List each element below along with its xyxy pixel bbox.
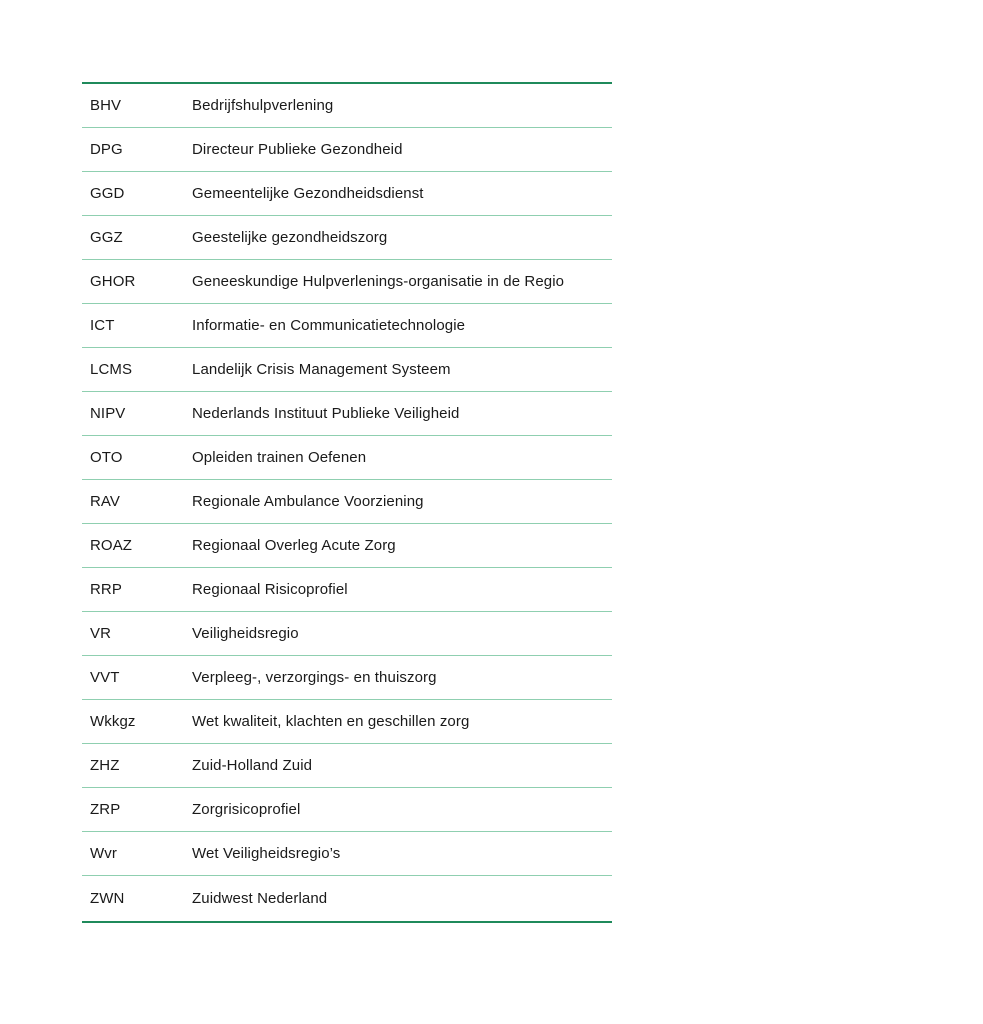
- table-row: [82, 568, 612, 612]
- abbreviation-meaning: Verpleeg-, verzorgings- en thuiszorg: [192, 669, 437, 686]
- abbreviation: ROAZ: [90, 537, 133, 554]
- abbreviation-meaning: Zuid-Holland Zuid: [192, 757, 313, 774]
- abbreviation-meaning: Geestelijke gezondheidszorg: [192, 229, 388, 246]
- table-row: [82, 172, 612, 216]
- table-row: [82, 656, 612, 700]
- table-row: [82, 876, 612, 921]
- abbreviation-meaning: Bedrijfshulpverlening: [192, 97, 334, 114]
- abbreviation: LCMS: [90, 361, 133, 378]
- abbreviation-meaning: Informatie- en Communicatietechnologie: [192, 317, 466, 334]
- abbreviation: VR: [90, 625, 112, 642]
- abbreviation: VVT: [90, 669, 120, 686]
- abbreviation-table: [82, 82, 612, 923]
- abbreviation-meaning: Geneeskundige Hulpverlenings-organisatie in de Regio: [192, 273, 565, 290]
- abbreviation: OTO: [90, 449, 123, 466]
- abbreviation: ZRP: [90, 801, 121, 818]
- abbreviation-meaning: Veiligheidsregio: [192, 625, 299, 642]
- table-row: [82, 436, 612, 480]
- abbreviation-meaning: Regionale Ambulance Voorziening: [192, 493, 424, 510]
- abbreviation-meaning: Regionaal Overleg Acute Zorg: [192, 537, 396, 554]
- table-row: [82, 216, 612, 260]
- abbreviation: ICT: [90, 317, 115, 334]
- abbreviation: Wkkgz: [90, 713, 136, 730]
- abbreviation: NIPV: [90, 405, 126, 422]
- abbreviation: RRP: [90, 581, 122, 598]
- table-row: [82, 348, 612, 392]
- abbreviation: GHOR: [90, 273, 136, 290]
- abbreviation: DPG: [90, 141, 123, 158]
- abbreviation-meaning: Opleiden trainen Oefenen: [192, 449, 367, 466]
- abbreviation: ZHZ: [90, 757, 120, 774]
- abbreviation-meaning: Landelijk Crisis Management Systeem: [192, 361, 451, 378]
- abbreviation: GGD: [90, 185, 125, 202]
- abbreviation: BHV: [90, 97, 122, 114]
- abbreviation-meaning: Zorgrisicoprofiel: [192, 801, 301, 818]
- table-row: [82, 304, 612, 348]
- table-row: [82, 700, 612, 744]
- abbreviation: RAV: [90, 493, 121, 510]
- table-row: [82, 128, 612, 172]
- abbreviation-meaning: Directeur Publieke Gezondheid: [192, 141, 403, 158]
- abbreviation-meaning: Wet kwaliteit, klachten en geschillen zorg: [192, 713, 470, 730]
- abbreviation: ZWN: [90, 890, 125, 907]
- table-row: [82, 744, 612, 788]
- table-row: [82, 832, 612, 876]
- abbreviation: Wvr: [90, 845, 117, 862]
- table-row: [82, 524, 612, 568]
- abbreviation-meaning: Regionaal Risicoprofiel: [192, 581, 348, 598]
- table-row: [82, 260, 612, 304]
- table-row: [82, 480, 612, 524]
- table-row: [82, 84, 612, 128]
- table-row: [82, 612, 612, 656]
- table-row: [82, 788, 612, 832]
- table-row: [82, 392, 612, 436]
- abbreviation: GGZ: [90, 229, 123, 246]
- abbreviation-meaning: Gemeentelijke Gezondheidsdienst: [192, 185, 424, 202]
- abbreviation-meaning: Nederlands Instituut Publieke Veiligheid: [192, 405, 460, 422]
- abbreviation-meaning: Wet Veiligheidsregio’s: [192, 845, 341, 862]
- abbreviation-meaning: Zuidwest Nederland: [192, 890, 328, 907]
